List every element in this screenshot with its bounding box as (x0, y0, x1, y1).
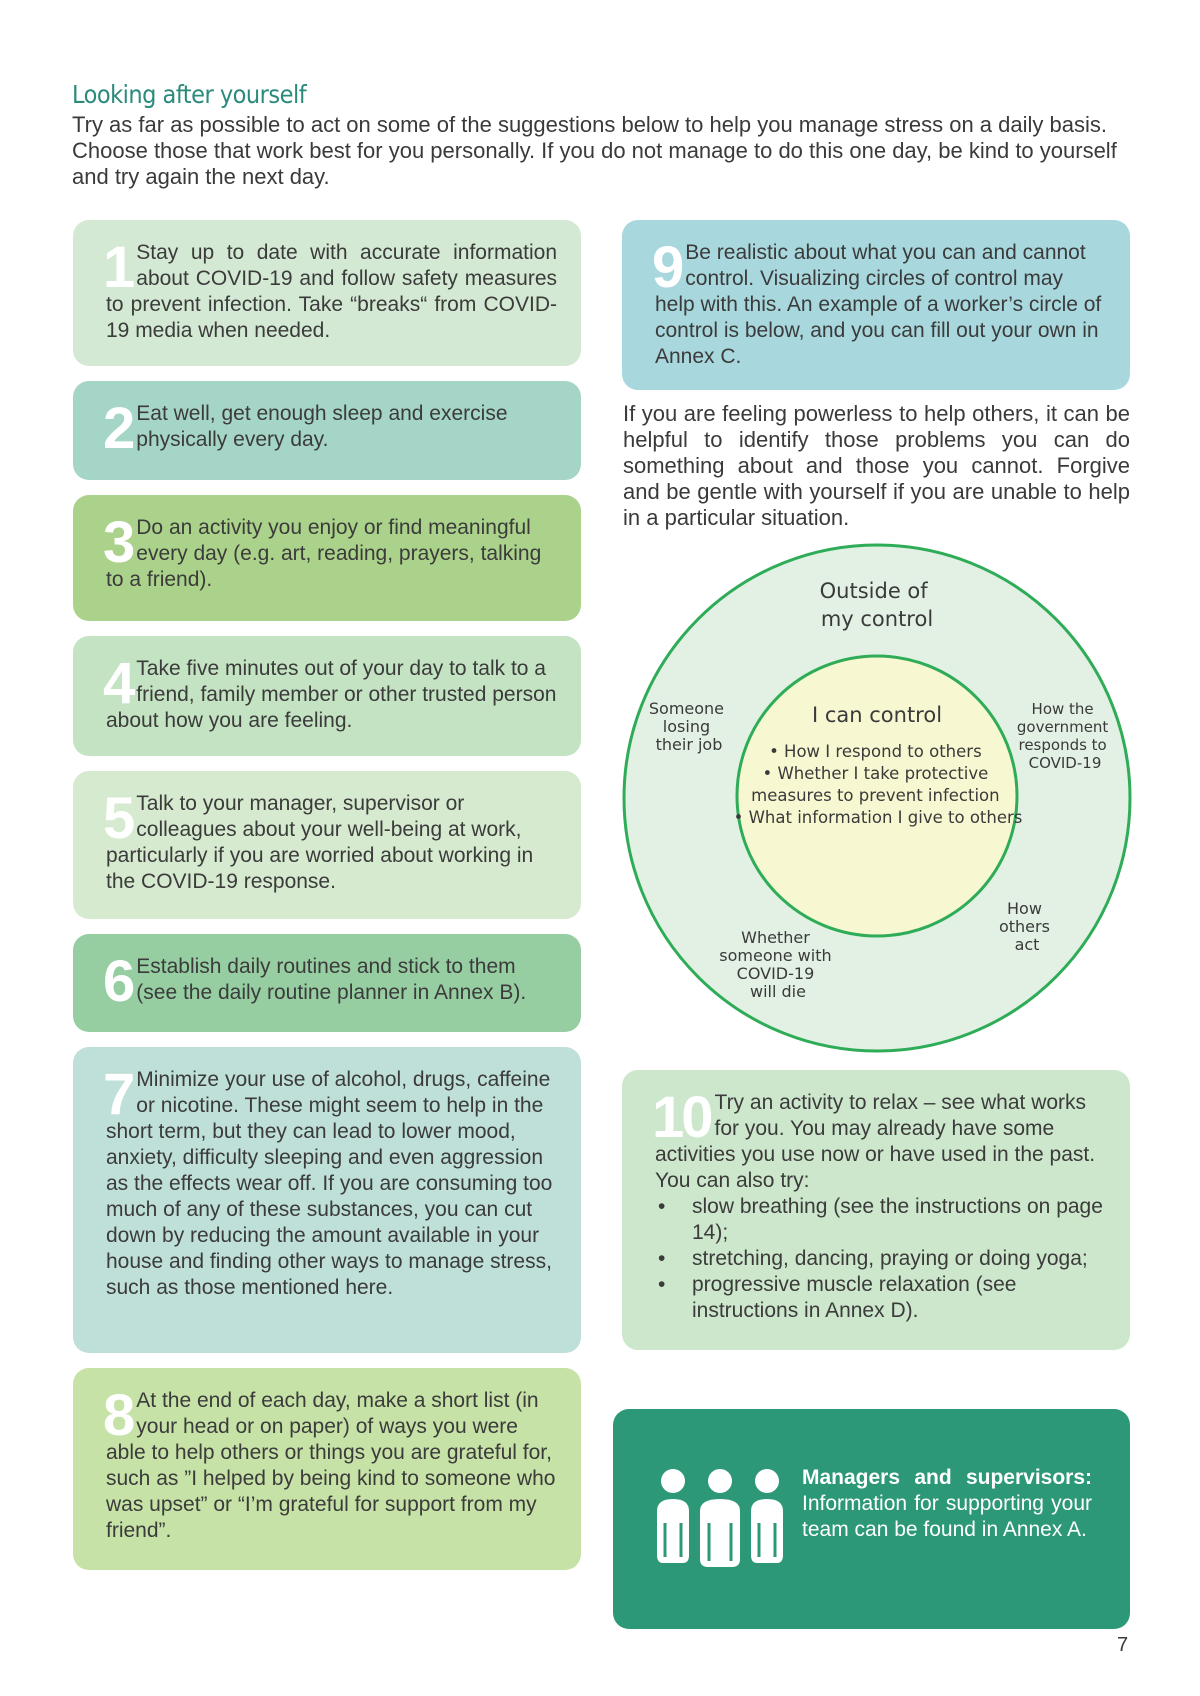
tip-number: 5 (103, 786, 133, 851)
tip-number: 7 (103, 1062, 133, 1127)
inner-item: • What information I give to others (733, 808, 1023, 827)
outside-item-bottom-right: others (998, 917, 1050, 936)
tip-number: 2 (103, 396, 133, 461)
tip-number: 3 (103, 510, 133, 575)
list-item: • slow breathing (see the instructions on page 14); (655, 1194, 1106, 1246)
tip-card-9 (622, 220, 1130, 390)
powerless-paragraph: If you are feeling powerless to help others, it can be helpful to identify those problems you can do something about and those you cannot. Forgive and be gentle with yourself if you are unable to help in a particular situation. (623, 401, 1130, 530)
tip-number: 4 (103, 651, 133, 716)
tip-card-3 (73, 495, 581, 621)
tip-card-10 (622, 1070, 1130, 1350)
outside-item-bottom-right: How (1007, 899, 1042, 918)
section-heading: Looking after yourself (72, 80, 307, 109)
outer-title-line: Outside of (819, 579, 928, 603)
outside-item-right: How the (1031, 700, 1094, 718)
tip-number: 9 (652, 235, 682, 300)
tip-card-5 (73, 771, 581, 919)
inner-item: measures to prevent infection (751, 786, 1000, 805)
tip-number: 10 (652, 1085, 711, 1150)
inner-item: • How I respond to others (769, 742, 982, 761)
tip-text: Eat well, get enough sleep and exercise physically every day. (136, 402, 508, 451)
page-number: 7 (1117, 1634, 1129, 1656)
team-people-icon (651, 1467, 789, 1577)
outside-item-bottom-left: Whether (741, 928, 810, 947)
inner-item: • Whether I take protective (762, 764, 989, 783)
inner-title: I can control (811, 703, 943, 727)
relax-activity-list (655, 1194, 1106, 1324)
tip-number: 6 (103, 949, 133, 1014)
managers-callout (613, 1409, 1130, 1629)
outside-item-right: government (1016, 718, 1109, 736)
outer-title-line: my control (820, 607, 934, 631)
tip-card-1 (73, 220, 581, 366)
outside-item-left: Someone (648, 699, 725, 718)
tip-text: Take five minutes out of your day to talk to a friend, family member or other trusted person about how you are feeling. (106, 657, 557, 732)
tip-card-2 (73, 381, 581, 480)
managers-body: Information for supporting your team can be found in Annex A. (802, 1492, 1092, 1541)
tip-text: Minimize your use of alcohol, drugs, caffeine or nicotine. These might seem to help in the short term, but they can lead to lower mood, anxiety, difficulty sleeping and even aggression as the effects wear off. If you are consuming too much of any of these substances, you can cut down by reducing the amount available in your house and finding other ways to manage stress, such as those mentioned here. (106, 1068, 553, 1299)
tip-text: Try an activity to relax – see what works for you. You may already have some activities you use now or have used in the past. You can also try: (655, 1091, 1096, 1192)
list-item: • stretching, dancing, praying or doing yoga; (655, 1246, 1106, 1272)
outside-item-right: COVID-19 (1028, 754, 1102, 772)
outside-item-left: losing (662, 717, 711, 736)
tip-text: Establish daily routines and stick to them (see the daily routine planner in Annex B). (136, 955, 527, 1004)
tip-card-8 (73, 1368, 581, 1570)
tip-number: 8 (103, 1383, 133, 1448)
tip-text: At the end of each day, make a short list (in your head or on paper) of ways you were able to help others or things you are grateful for, such as ”I helped by being kind to someone who was upset” or “I’m grateful for support from my friend”. (106, 1389, 556, 1542)
tip-text: Do an activity you enjoy or find meaningful every day (e.g. art, reading, prayers, talking to a friend). (106, 516, 542, 591)
intro-paragraph: Try as far as possible to act on some of the suggestions below to help you manage stress on a daily basis. Choose those that work best for you personally. If you do not manage to do this one day, be kind to yourself and try again the next day. (72, 112, 1117, 189)
outside-item-bottom-right: act (1014, 935, 1040, 954)
outside-item-bottom-left: will die (750, 982, 806, 1001)
circle-of-control-diagram (622, 542, 1132, 1054)
tip-number: 1 (103, 235, 133, 300)
managers-bold: Managers and supervisors: (802, 1466, 1092, 1489)
outside-item-left: their job (655, 735, 723, 754)
tip-card-6 (73, 934, 581, 1032)
managers-text (802, 1465, 1092, 1543)
outside-item-bottom-left: COVID-19 (736, 964, 815, 983)
outside-item-right: responds to (1018, 736, 1107, 754)
tip-text: Stay up to date with accurate information about COVID-19 and follow safety measures to prevent infection. Take “breaks“ from COVID-19 media when needed. (106, 241, 557, 342)
tip-text: Talk to your manager, supervisor or colleagues about your well-being at work, particularly if you are worried about working in the COVID-19 response. (106, 792, 534, 893)
list-item: • progressive muscle relaxation (see instructions in Annex D). (655, 1272, 1106, 1324)
tip-card-7 (73, 1047, 581, 1353)
tip-card-4 (73, 636, 581, 756)
outside-item-bottom-left: someone with (719, 946, 832, 965)
tip-text: Be realistic about what you can and cannot control. Visualizing circles of control may help with this. An example of a worker’s circle of control is below, and you can fill out your own in Annex C. (655, 241, 1102, 368)
